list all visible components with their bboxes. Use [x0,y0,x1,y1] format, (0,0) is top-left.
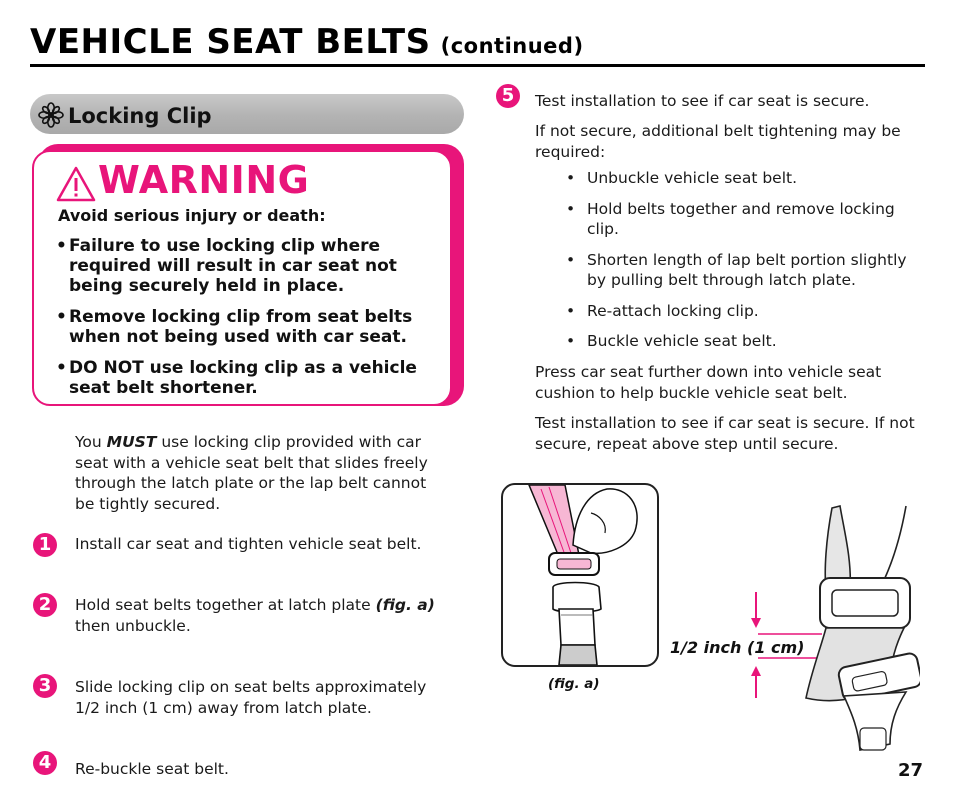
figure-reference: (fig. a) [375,596,435,614]
step-followup: If not secure, additional belt tightening may be required: [535,122,901,161]
page-title-main: VEHICLE SEAT BELTS [30,22,431,62]
measurement-label: 1/2 inch (1 cm) [670,638,805,657]
list-item-text: Re-attach locking clip. [587,302,759,320]
bullet-dot: • [56,236,67,256]
bullet-dot: • [566,200,576,218]
figure-a-illustration [503,485,657,665]
page-number: 27 [898,760,924,781]
bullet-dot: • [56,358,67,378]
warning-bullet-text: Remove locking clip from seat belts when not being used with car seat. [69,307,413,347]
list-item-text: Unbuckle vehicle seat belt. [587,169,798,187]
bullet-dot: • [566,332,576,350]
step-press: Press car seat further down into vehicle seat cushion to help buckle vehicle seat belt. [535,363,882,402]
bullet-dot: • [566,302,576,320]
list-item [566,168,928,188]
list-item [566,301,928,321]
section-title: Locking Clip [68,104,212,128]
step-text: Slide locking clip on seat belts approximately 1/2 inch (1 cm) away from latch plate. [75,678,427,717]
list-item-text: Hold belts together and remove locking clip. [587,200,895,238]
bullet-dot: • [566,251,576,269]
list-item-text: Buckle vehicle seat belt. [587,332,777,350]
step-number: 5 [496,84,520,108]
step-text-after: then unbuckle. [75,616,191,635]
warning-bullet [56,307,448,347]
step-text: Test installation to see if car seat is secure. [535,92,870,110]
warning-bullet [56,358,448,398]
list-item-text: Shorten length of lap belt portion slightly by pulling belt through latch plate. [587,251,907,289]
warning-bullet-text: Failure to use locking clip where required will result in car seat not being securely held in place. [69,236,397,296]
step-text-main: Hold seat belts together at latch plate [75,596,371,614]
step-number: 4 [33,751,57,775]
page-title [30,22,584,62]
intro-prefix: You [75,433,102,451]
warning-title: WARNING [98,158,310,202]
title-divider [30,64,925,67]
warning-bullet [56,236,448,296]
step-number: 2 [33,593,57,617]
intro-paragraph [75,432,447,514]
bullet-dot: • [566,169,576,187]
list-item [566,199,928,239]
list-item [566,331,928,351]
warning-intro: Avoid serious injury or death: [58,206,326,225]
warning-bullet-text: DO NOT use locking clip as a vehicle seat belt shortener. [69,358,417,398]
figure-caption: (fig. a) [548,676,600,692]
intro-emphasis: MUST [106,433,157,451]
step-text [75,595,455,636]
step-number: 3 [33,674,57,698]
step-text: Re-buckle seat belt. [75,760,229,778]
list-item [566,250,928,290]
warning-triangle-icon [56,166,96,202]
bullet-dot: • [56,307,67,327]
flower-icon [38,102,64,128]
intro-rest: use locking clip provided with car seat with a vehicle seat belt that slides freely through the latch plate or the lap belt cannot be tightly secured. [75,433,428,513]
step-retest: Test installation to see if car seat is secure. If not secure, repeat above step until secure. [535,414,915,453]
step-number: 1 [33,533,57,557]
figure-a-frame [501,483,659,667]
step-text: Install car seat and tighten vehicle seat belt. [75,535,422,553]
page-title-suffix: (continued) [440,34,584,58]
